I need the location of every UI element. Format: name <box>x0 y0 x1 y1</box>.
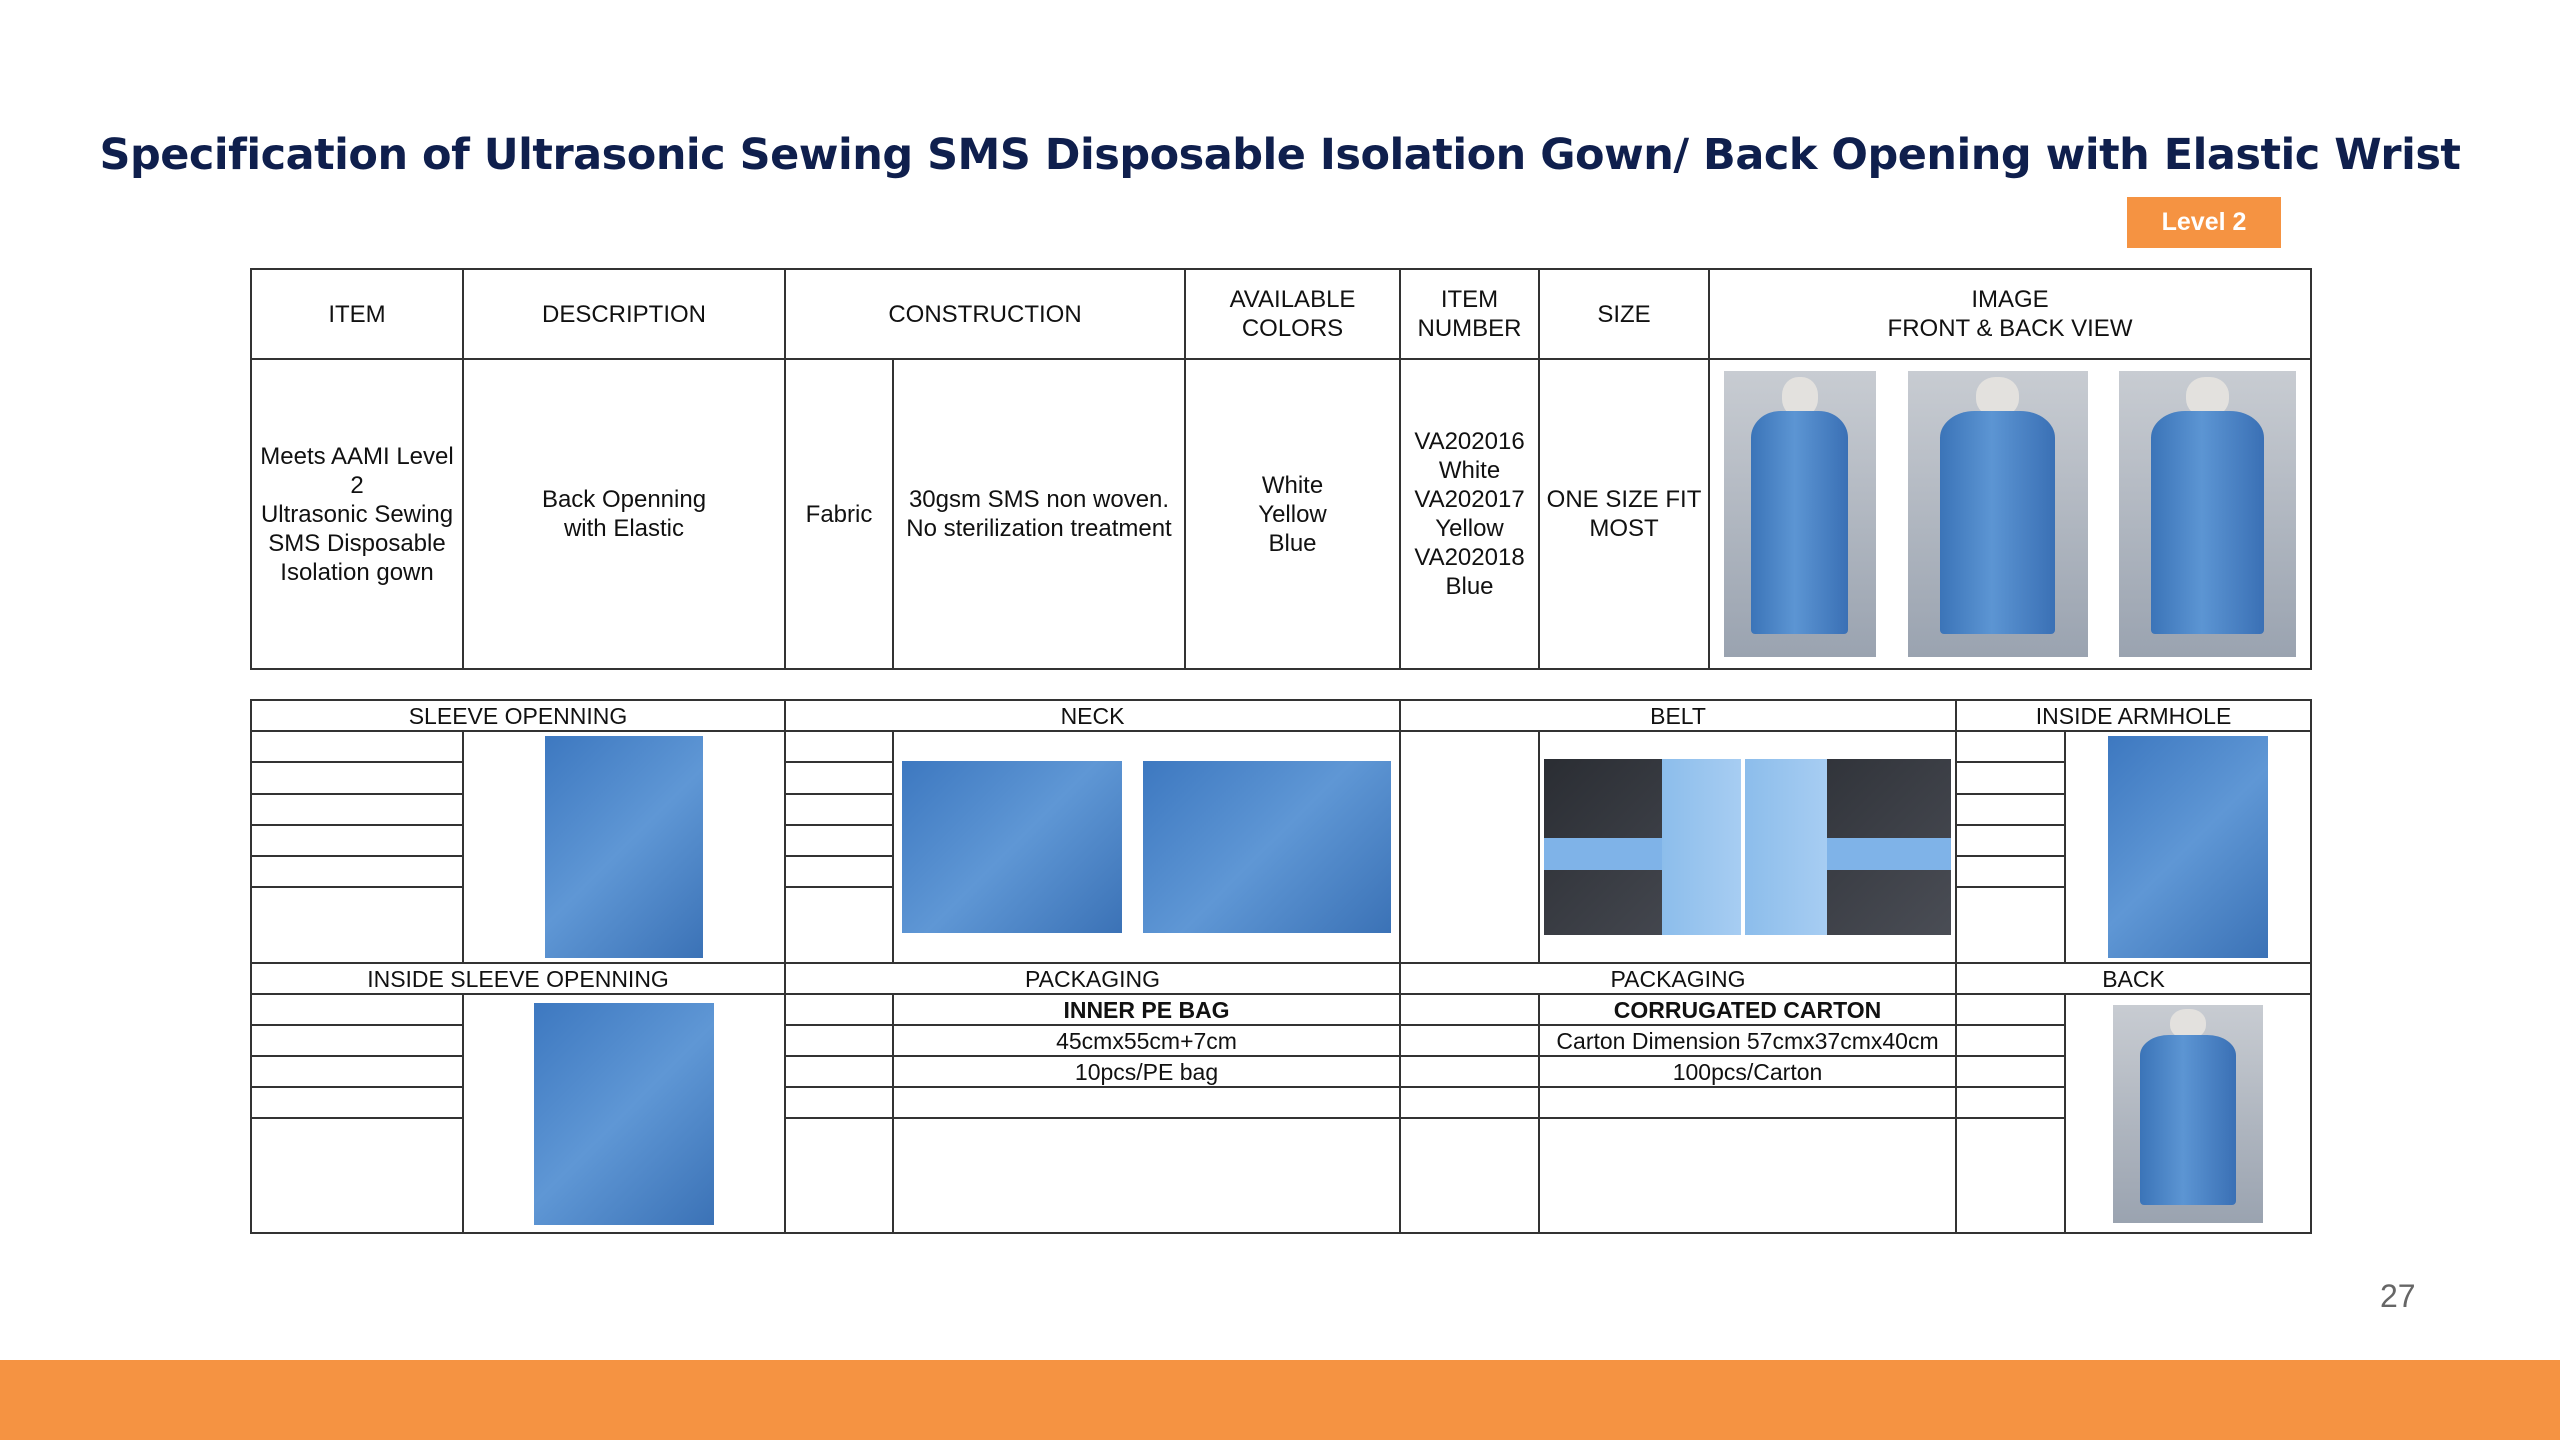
gown-back-tied-photo <box>2119 371 2296 657</box>
number-line: Blue <box>1445 573 1494 600</box>
grid-cell <box>785 856 893 887</box>
grid-cell <box>1956 762 2065 793</box>
grid-cell <box>785 1025 893 1056</box>
item-line: Ultrasonic Sewing <box>260 500 454 528</box>
grid-cell <box>251 1056 463 1087</box>
header-image-line: IMAGE <box>1971 286 2049 313</box>
grid-cell <box>251 731 463 762</box>
item-line: Meets AAMI Level <box>260 442 454 470</box>
construction-line: 30gsm SMS non woven. <box>908 486 1170 513</box>
footer-bar <box>0 1360 2560 1440</box>
cell-description <box>463 359 785 669</box>
grid-cell <box>785 994 893 1025</box>
header-item-number <box>1400 269 1539 359</box>
grid-cell <box>1400 1118 1539 1233</box>
label-belt: BELT <box>1400 700 1956 731</box>
inside-sleeve-photo-cell <box>463 994 785 1233</box>
grid-cell <box>1400 1087 1539 1118</box>
grid-cell <box>1956 1118 2065 1233</box>
grid-cell <box>1400 731 1539 963</box>
grid-cell <box>1956 856 2065 887</box>
level-badge: Level 2 <box>2127 197 2281 248</box>
grid-cell <box>785 1056 893 1087</box>
label-neck: NECK <box>785 700 1400 731</box>
neck-photo-cell <box>893 731 1400 963</box>
description-line: Back Openning <box>541 486 707 513</box>
grid-cell <box>785 762 893 793</box>
number-line: VA202018 <box>1414 544 1525 571</box>
color-line: Yellow <box>1258 500 1327 528</box>
label-packaging-carton: PACKAGING <box>1400 963 1956 994</box>
gown-front-photo <box>1724 371 1876 657</box>
grid-cell <box>251 1087 463 1118</box>
header-description: DESCRIPTION <box>463 269 785 359</box>
color-line: Blue <box>1268 529 1317 557</box>
color-line: White <box>1261 471 1324 499</box>
grid-cell <box>785 794 893 825</box>
cell-item <box>251 359 463 669</box>
cell-construction <box>893 359 1185 669</box>
grid-cell <box>785 731 893 762</box>
armhole-photo-cell <box>2065 731 2311 963</box>
grid-cell <box>785 825 893 856</box>
grid-cell <box>1956 825 2065 856</box>
spec-table <box>250 268 2312 670</box>
header-image <box>1709 269 2311 359</box>
header-construction: CONSTRUCTION <box>785 269 1185 359</box>
header-item: ITEM <box>251 269 463 359</box>
item-line: SMS Disposable <box>268 529 446 557</box>
cell-colors <box>1185 359 1400 669</box>
grid-cell <box>785 1118 893 1233</box>
grid-cell <box>785 1087 893 1118</box>
grid-cell <box>1956 1056 2065 1087</box>
belt-photo-2 <box>1745 759 1951 935</box>
label-sleeve-opening: SLEEVE OPENNING <box>251 700 785 731</box>
neck-front-photo <box>902 761 1122 933</box>
number-line: Yellow <box>1435 515 1504 542</box>
detail-table <box>250 699 2312 1234</box>
header-number-line: ITEM <box>1440 286 1499 313</box>
belt-photo-cell <box>1539 731 1956 963</box>
grid-cell <box>1956 994 2065 1025</box>
header-colors <box>1185 269 1400 359</box>
grid-cell <box>1539 1087 1956 1118</box>
inner-bag-dimension: 45cmx55cm+7cm <box>893 1025 1400 1056</box>
cell-size <box>1539 359 1709 669</box>
belt-photo-1 <box>1544 759 1741 935</box>
grid-cell <box>251 994 463 1025</box>
carton-title: CORRUGATED CARTON <box>1539 994 1956 1025</box>
page-number: 27 <box>2380 1278 2416 1314</box>
carton-qty: 100pcs/Carton <box>1539 1056 1956 1087</box>
carton-dimension: Carton Dimension 57cmx37cmx40cm <box>1539 1025 1956 1056</box>
header-number-line: NUMBER <box>1417 315 1522 342</box>
grid-cell <box>1400 994 1539 1025</box>
construction-line: No sterilization treatment <box>906 515 1172 542</box>
label-packaging-bag: PACKAGING <box>785 963 1400 994</box>
grid-cell <box>251 1025 463 1056</box>
number-line: White <box>1438 457 1501 484</box>
sleeve-opening-photo <box>545 736 703 958</box>
inside-armhole-photo <box>2108 736 2268 958</box>
grid-cell <box>251 856 463 887</box>
grid-cell <box>251 825 463 856</box>
grid-cell <box>1956 794 2065 825</box>
grid-cell <box>893 1087 1400 1118</box>
label-inside-sleeve-opening: INSIDE SLEEVE OPENNING <box>251 963 785 994</box>
grid-cell <box>1956 1025 2065 1056</box>
grid-cell <box>251 1118 463 1233</box>
grid-cell <box>1956 1087 2065 1118</box>
inner-bag-title: INNER PE BAG <box>893 994 1400 1025</box>
back-photo-cell <box>2065 994 2311 1233</box>
number-line: VA202016 <box>1414 428 1525 455</box>
size-line: ONE SIZE FIT <box>1546 486 1702 513</box>
label-inside-armhole: INSIDE ARMHOLE <box>1956 700 2311 731</box>
header-size: SIZE <box>1539 269 1709 359</box>
cell-item-number <box>1400 359 1539 669</box>
cell-construction-label: Fabric <box>785 359 893 669</box>
header-colors-line: COLORS <box>1241 315 1344 342</box>
neck-back-photo <box>1143 761 1391 933</box>
grid-cell <box>1400 1025 1539 1056</box>
description-line: with Elastic <box>563 515 685 542</box>
grid-cell <box>1400 1056 1539 1087</box>
header-colors-line: AVAILABLE <box>1229 286 1356 313</box>
item-line: 2 <box>350 471 364 499</box>
grid-cell <box>893 1118 1400 1233</box>
grid-cell <box>251 794 463 825</box>
gown-back-photo <box>1908 371 2088 657</box>
label-back: BACK <box>1956 963 2311 994</box>
number-line: VA202017 <box>1414 486 1525 513</box>
inside-sleeve-opening-photo <box>534 1003 714 1225</box>
inner-bag-qty: 10pcs/PE bag <box>893 1056 1400 1087</box>
grid-cell <box>1956 731 2065 762</box>
grid-cell <box>1956 887 2065 963</box>
sleeve-photo-cell <box>463 731 785 963</box>
header-image-line: FRONT & BACK VIEW <box>1887 315 2133 342</box>
grid-cell <box>251 762 463 793</box>
grid-cell <box>251 887 463 963</box>
grid-cell <box>785 887 893 963</box>
page-title: Specification of Ultrasonic Sewing SMS Disposable Isolation Gown/ Back Opening with Elastic Wrist <box>99 130 2461 180</box>
size-line: MOST <box>1589 515 1659 542</box>
grid-cell <box>1539 1118 1956 1233</box>
cell-images <box>1709 359 2311 669</box>
item-line: Isolation gown <box>280 558 434 586</box>
gown-back-photo-small <box>2113 1005 2263 1223</box>
